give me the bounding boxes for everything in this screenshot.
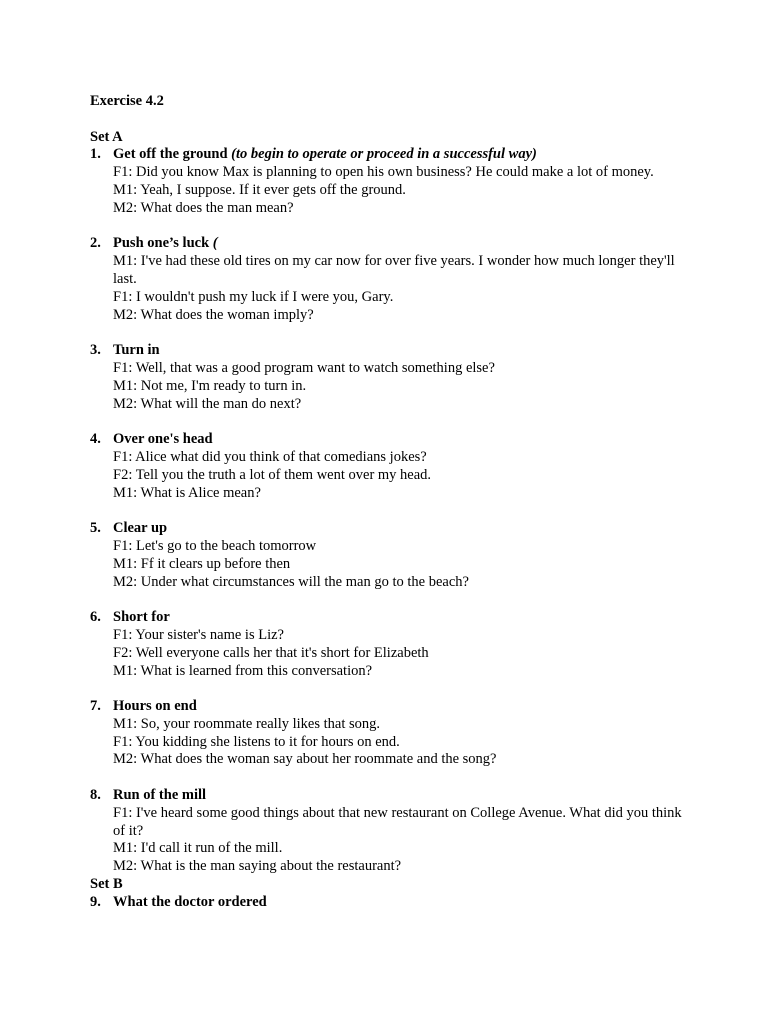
exercise-item-9 xyxy=(90,894,690,912)
item-heading xyxy=(113,342,690,360)
dialogue-line: M1: Not me, I'm ready to turn in. xyxy=(113,377,307,394)
dialogue-line: F1: Your sister's name is Liz? xyxy=(113,626,284,643)
dialogue-line: M1: Ff it clears up before then xyxy=(113,555,291,572)
item-heading-text: Run of the mill xyxy=(113,787,207,804)
exercise-item-1 xyxy=(90,146,690,217)
item-heading xyxy=(113,698,690,716)
item-spacer xyxy=(90,502,690,520)
dialogue-line: M2: What will the man do next? xyxy=(113,395,302,412)
item-heading xyxy=(113,609,690,627)
dialogue-line: F1: Well, that was a good program want to watch something else? xyxy=(113,359,495,376)
exercise-item-3 xyxy=(90,342,690,413)
exercise-item-7 xyxy=(90,698,690,769)
dialogue-line: M2: What does the woman imply? xyxy=(113,306,314,323)
item-heading-text: Over one's head xyxy=(113,431,213,448)
dialogue-line: M1: I've had these old tires on my car now for over five years. I wonder how much longer they'll last. xyxy=(113,253,675,287)
item-spacer xyxy=(90,680,690,698)
item-heading-text: Get off the ground xyxy=(113,146,228,163)
set-b-heading: Set B xyxy=(90,876,123,893)
item-number: 6. xyxy=(90,609,101,626)
item-heading xyxy=(113,146,690,164)
dialogue-line: F1: Did you know Max is planning to open his own business? He could make a lot of money. xyxy=(113,164,654,181)
dialogue-line: M2: What does the man mean? xyxy=(113,199,294,216)
exercise-title: Exercise 4.2 xyxy=(90,93,164,109)
dialogue-line: F1: I wouldn't push my luck if I were you, Gary. xyxy=(113,288,394,305)
exercise-items xyxy=(90,146,690,876)
dialogue-line: F1: I've heard some good things about that new restaurant on College Avenue. What did you think of it? xyxy=(113,804,682,839)
item-heading-text: Push one’s luck xyxy=(113,235,210,252)
item-number: 8. xyxy=(90,787,101,804)
item-number: 3. xyxy=(90,342,101,359)
item-heading xyxy=(113,235,690,253)
dialogue-line: F2: Tell you the truth a lot of them went over my head. xyxy=(113,466,432,483)
dialogue-line: F2: Well everyone calls her that it's short for Elizabeth xyxy=(113,644,429,661)
item-spacer xyxy=(90,324,690,342)
exercise-item-8 xyxy=(90,787,690,876)
exercise-item-2 xyxy=(90,235,690,324)
item-number: 1. xyxy=(90,146,101,163)
dialogue-line: M2: What does the woman say about her roommate and the song? xyxy=(113,751,497,768)
item-heading: What the doctor ordered xyxy=(113,893,267,910)
item-spacer xyxy=(90,591,690,609)
exercise-item-5 xyxy=(90,520,690,591)
item-heading-text: Short for xyxy=(113,609,170,626)
dialogue-line: F1: Alice what did you think of that comedians jokes? xyxy=(113,448,427,465)
item-number: 5. xyxy=(90,520,101,537)
item-number: 7. xyxy=(90,698,101,715)
item-spacer xyxy=(90,218,690,236)
item-number: 4. xyxy=(90,431,101,448)
item-heading-text: Clear up xyxy=(113,520,168,537)
item-heading xyxy=(113,431,690,449)
item-spacer xyxy=(90,413,690,431)
dialogue-line: M1: Yeah, I suppose. If it ever gets off the ground. xyxy=(113,181,406,198)
item-definition: (to begin to operate or proceed in a successful way) xyxy=(231,146,537,163)
dialogue-line: M2: What is the man saying about the restaurant? xyxy=(113,858,402,875)
set-a-heading: Set A xyxy=(90,128,123,145)
item-number: 2. xyxy=(90,235,101,252)
exercise-item-6 xyxy=(90,609,690,680)
dialogue-line: M1: So, your roommate really likes that song. xyxy=(113,715,381,732)
item-heading-text: Hours on end xyxy=(113,698,197,715)
item-heading xyxy=(113,787,690,805)
item-spacer xyxy=(90,769,690,787)
exercise-item-4 xyxy=(90,431,690,502)
item-heading-text: Turn in xyxy=(113,342,160,359)
dialogue-line: F1: You kidding she listens to it for hours on end. xyxy=(113,733,400,750)
dialogue-line: M1: What is learned from this conversation? xyxy=(113,662,373,679)
item-definition: ( xyxy=(212,235,218,252)
item-number: 9. xyxy=(90,893,101,910)
item-heading xyxy=(113,520,690,538)
dialogue-line: M2: Under what circumstances will the man go to the beach? xyxy=(113,573,469,590)
dialogue-line: M1: What is Alice mean? xyxy=(113,484,261,501)
dialogue-line: F1: Let's go to the beach tomorrow xyxy=(113,537,317,554)
document-content xyxy=(90,93,690,912)
dialogue-line: M1: I'd call it run of the mill. xyxy=(113,840,283,857)
